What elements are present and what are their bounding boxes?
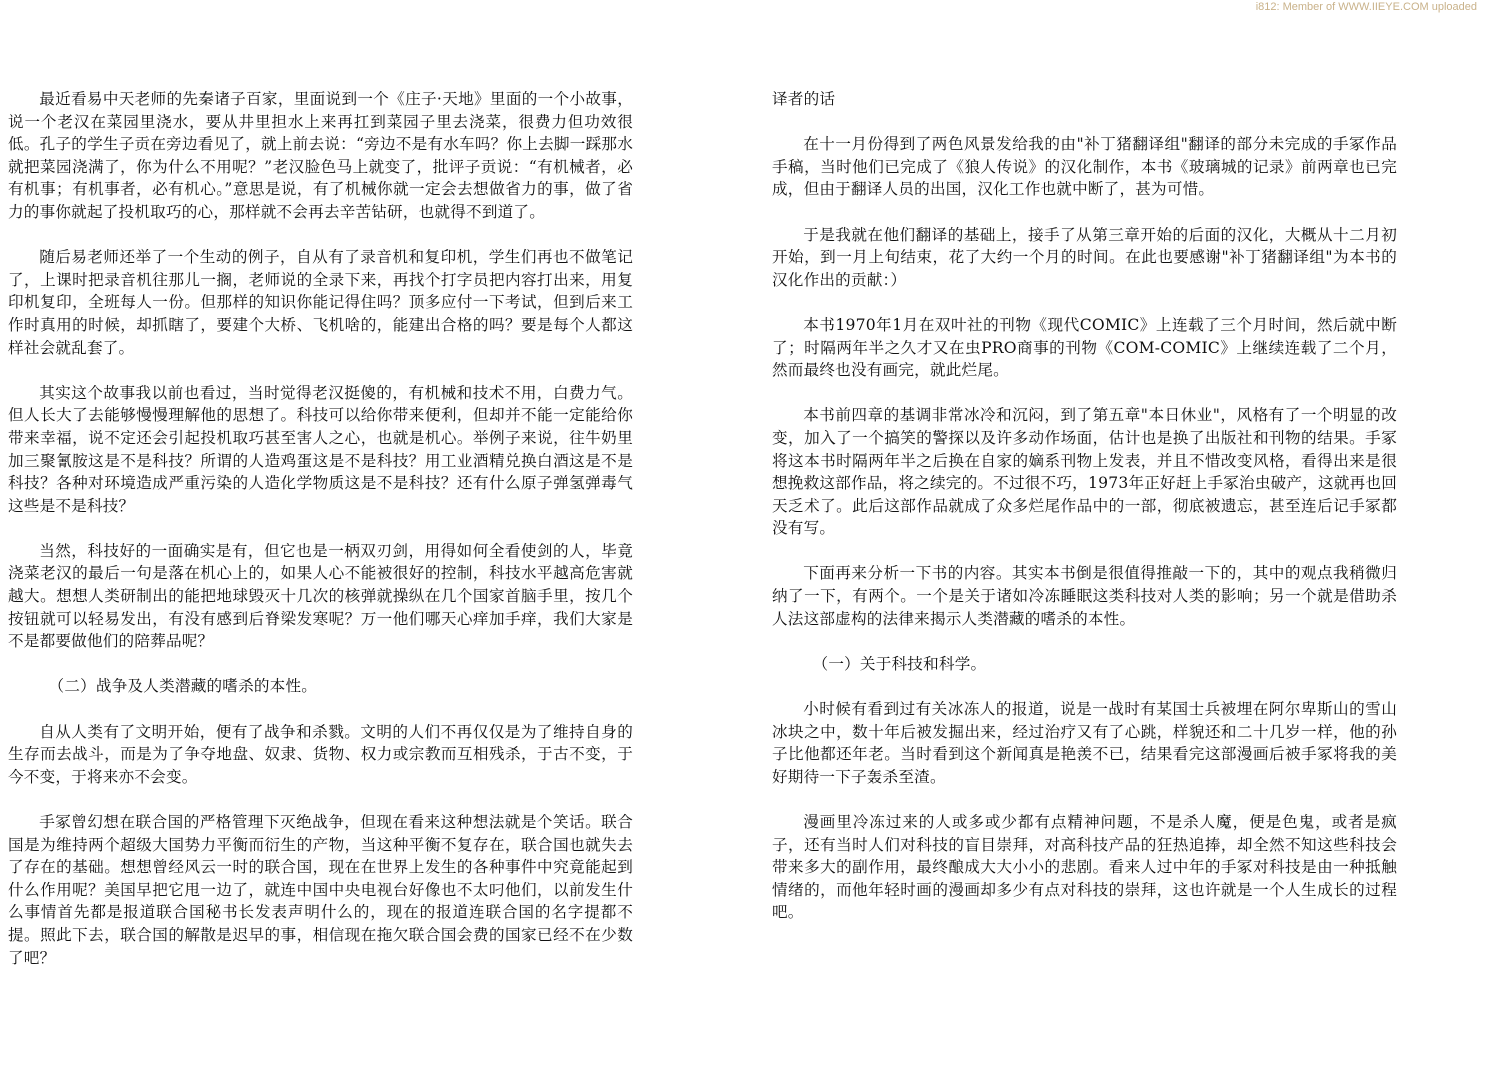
- paragraph: 随后易老师还举了一个生动的例子，自从有了录音机和复印机，学生们再也不做笔记了，上课时把录音机往那儿一搁，老师说的全录下来，再找个打字员把内容打出来，用复印机复印，全班每人一份。但那样的知识你能记得住吗？顶多应付一下考试，但到后来工作时真用的时候，却抓瞎了，要建个大桥、飞机啥的，能建出合格的吗？要是每个人都这样社会就乱套了。: [8, 248, 633, 357]
- left-page: [8, 88, 633, 992]
- paragraph: 下面再来分析一下书的内容。其实本书倒是很值得推敲一下的，其中的观点我稍微归纳了一下，有两个。一个是关于诸如冷冻睡眠这类科技对人类的影响；另一个就是借助杀人法这部虚构的法律来揭示人类潜藏的嗜杀的本性。: [772, 564, 1397, 628]
- uploader-watermark: i812: Member of WWW.IIEYE.COM uploaded: [1255, 1, 1477, 13]
- paragraph: 最近看易中天老师的先秦诸子百家，里面说到一个《庄子·天地》里面的一个小故事，说一个老汉在菜园里浇水，要从井里担水上来再扛到菜园子里去浇菜，很费力但功效很低。孔子的学生子贡在旁边看见了，就上前去说：“旁边不是有水车吗？你上去脚一踩那水就把菜园浇满了，你为什么不用呢？”老汉脸色马上就变了，批评子贡说：“有机械者，必有机事；有机事者，必有机心。”意思是说，有了机械你就一定会去想做省力的事，做了省力的事你就起了投机取巧的心，那样就不会再去辛苦钻研，也就得不到道了。: [8, 90, 633, 221]
- paragraph: 本书1970年1月在双叶社的刊物《现代COMIC》上连载了三个月时间，然后就中断了；时隔两年半之久才又在虫PRO商事的刊物《COM-COMIC》上继续连载了二个月，然而最终也没有画完，就此烂尾。: [772, 315, 1397, 380]
- paragraph: 在十一月份得到了两色风景发给我的由"补丁猪翻译组"翻译的部分未完成的手冢作品手稿，当时他们已完成了《狼人传说》的汉化制作，本书《玻璃城的记录》前两章也已完成，但由于翻译人员的出国，汉化工作也就中断了，甚为可惜。: [772, 135, 1397, 199]
- paragraph: 小时候有看到过有关冰冻人的报道，说是一战时有某国士兵被埋在阿尔卑斯山的雪山冰块之中，数十年后被发掘出来，经过治疗又有了心跳，样貌还和二十几岁一样，他的孙子比他都还年老。当时看到这个新闻真是艳羡不已，结果看完这部漫画后被手冢将我的美好期待一下子轰杀至渣。: [772, 700, 1397, 786]
- paragraph: 漫画里冷冻过来的人或多或少都有点精神问题，不是杀人魔，便是色鬼，或者是疯子，还有当时人们对科技的盲目崇拜，对高科技产品的狂热追捧，却全然不知这些科技会带来多大的副作用，最终酿成大大小小的悲剧。看来人过中年的手冢对科技是由一种抵触情绪的，而他年轻时画的漫画却多少有点对科技的崇拜，这也许就是一个人生成长的过程吧。: [772, 813, 1397, 922]
- section-heading: （二）战争及人类潜藏的嗜杀的本性。: [48, 677, 318, 696]
- paragraph: 本书前四章的基调非常冰冷和沉闷，到了第五章"本日休业"，风格有了一个明显的改变，加入了一个搞笑的警探以及许多动作场面，估计也是换了出版社和刊物的结果。手冢将这本书时隔两年半之后换在自家的嫡系刊物上发表，并且不惜改变风格，看得出来是很想挽救这部作品，将之续完的。不过很不巧，1973年正好赶上手冢治虫破产，这就再也回天乏术了。此后这部作品就成了众多烂尾作品中的一部，彻底被遗忘，甚至连后记手冢都没有写。: [772, 406, 1397, 538]
- page-title: 译者的话: [772, 90, 836, 108]
- paragraph: 自从人类有了文明开始，便有了战争和杀戮。文明的人们不再仅仅是为了维持自身的生存而去战斗，而是为了争夺地盘、奴隶、货物、权力或宗教而互相残杀，于古不变，于今不变，于将来亦不会变。: [8, 722, 633, 786]
- paragraph: 当然，科技好的一面确实是有，但它也是一柄双刃剑，用得如何全看使剑的人，毕竟浇菜老汉的最后一句是落在机心上的，如果人心不能被很好的控制，科技水平越高危害就越大。想想人类研制出的能把地球毁灭十几次的核弹就操纵在几个国家首脑手里，按几个按钮就可以轻易发出，有没有感到后脊梁发寒呢？万一他们哪天心痒加手痒，我们大家是不是都要做他们的陪葬品呢？: [8, 541, 633, 651]
- section-heading: （一）关于科技和科学。: [812, 654, 987, 673]
- right-page: [772, 88, 1397, 947]
- paragraph: 其实这个故事我以前也看过，当时觉得老汉挺傻的，有机械和技术不用，白费力气。但人长大了去能够慢慢理解他的思想了。科技可以给你带来便利，但却并不能一定能给你带来幸福，说不定还会引起投机取巧甚至害人之心，也就是机心。举例子来说，往牛奶里加三聚氰胺这是不是科技？所谓的人造鸡蛋这是不是科技？用工业酒精兑换白酒这是不是科技？各种对环境造成严重污染的人造化学物质这是不是科技？还有什么原子弹氢弹毒气这些是不是科技？: [8, 383, 633, 515]
- paragraph: 手冢曾幻想在联合国的严格管理下灭绝战争，但现在看来这种想法就是个笑话。联合国是为维持两个超级大国势力平衡而衍生的产物，当这种平衡不复存在，联合国也就失去了存在的基础。想想曾经风云一时的联合国，现在在世界上发生的各种事件中究竟能起到什么作用呢？美国早把它甩一边了，就连中国中央电视台好像也不太叼他们，以前发生什么事情首先都是报道联合国秘书长发表声明什么的，现在的报道连联合国的名字提都不提。照此下去，联合国的解散是迟早的事，相信现在拖欠联合国会费的国家已经不在少数了吧？: [8, 813, 633, 967]
- paragraph: 于是我就在他们翻译的基础上，接手了从第三章开始的后面的汉化，大概从十二月初开始，到一月上旬结束，花了大约一个月的时间。在此也要感谢"补丁猪翻译组"为本书的汉化作出的贡献：）: [772, 225, 1397, 289]
